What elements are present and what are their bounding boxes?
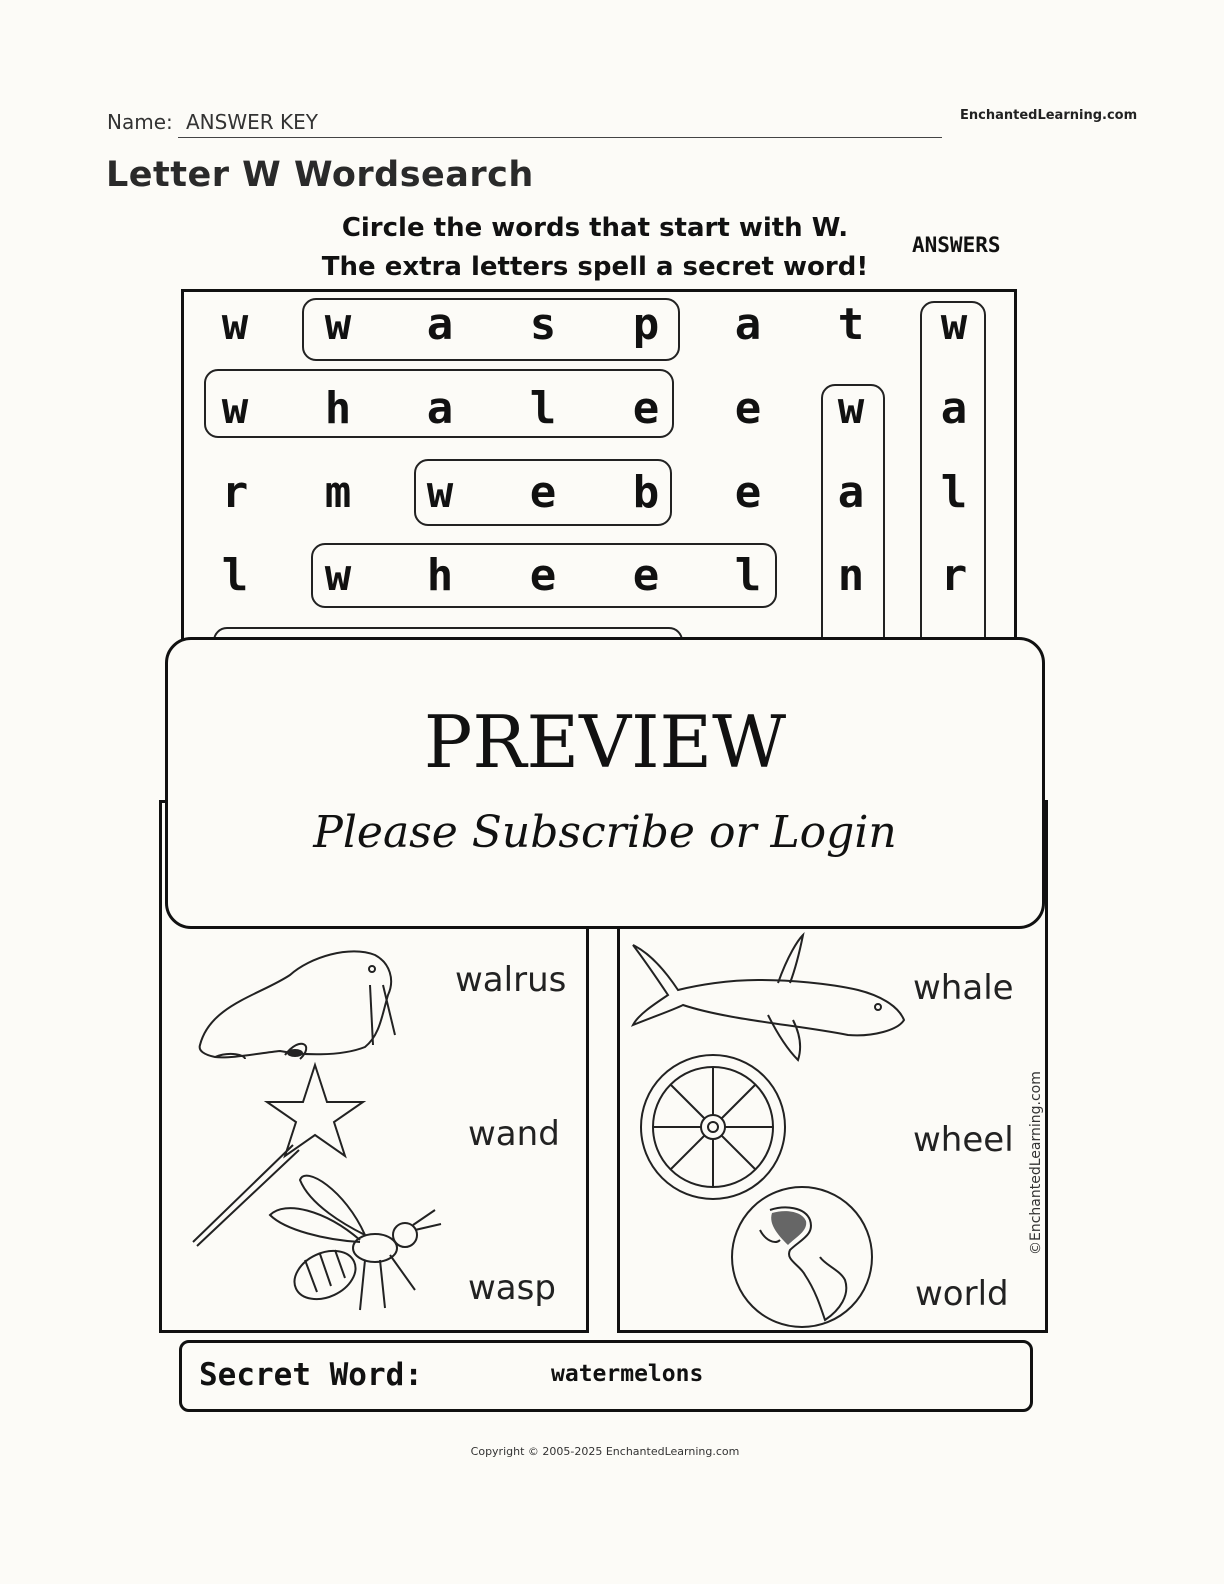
grid-cell: a xyxy=(426,383,454,434)
grid-cell: s xyxy=(529,299,557,350)
word-walrus: walrus xyxy=(455,960,567,1000)
grid-cell: p xyxy=(632,299,660,350)
grid-cell: b xyxy=(632,467,660,518)
grid-cell: r xyxy=(940,550,968,601)
grid-cell: h xyxy=(324,383,352,434)
grid-cell: r xyxy=(221,467,249,518)
grid-cell: n xyxy=(837,550,865,601)
whale-picture xyxy=(628,925,908,1065)
wasp-picture xyxy=(265,1160,445,1330)
grid-cell: w xyxy=(324,299,352,350)
instruction-line-1: Circle the words that start with W. xyxy=(341,213,849,243)
grid-cell: t xyxy=(837,299,865,350)
grid-cell: e xyxy=(632,383,660,434)
grid-cell: w xyxy=(940,299,968,350)
grid-cell: e xyxy=(529,467,557,518)
grid-cell: w xyxy=(324,550,352,601)
answers-label: ANSWERS xyxy=(912,233,1001,257)
grid-cell: a xyxy=(940,383,968,434)
secret-word-value: watermelons xyxy=(551,1361,704,1387)
word-wasp: wasp xyxy=(468,1268,556,1308)
name-value: ANSWER KEY xyxy=(186,110,318,134)
walrus-picture xyxy=(190,935,410,1065)
grid-cell: h xyxy=(426,550,454,601)
subscribe-login-link[interactable]: Please Subscribe or Login xyxy=(313,807,897,858)
page-title: Letter W Wordsearch xyxy=(106,155,534,195)
copyright-footer: Copyright © 2005-2025 EnchantedLearning.com xyxy=(470,1445,740,1458)
site-brand[interactable]: EnchantedLearning.com xyxy=(960,108,1138,123)
word-world: world xyxy=(915,1274,1009,1314)
name-underline xyxy=(178,137,942,138)
grid-cell: a xyxy=(426,299,454,350)
grid-cell: e xyxy=(734,383,762,434)
word-whale: whale xyxy=(913,968,1014,1008)
grid-cell: e xyxy=(529,550,557,601)
grid-cell: l xyxy=(734,550,762,601)
grid-cell: e xyxy=(632,550,660,601)
grid-cell: w xyxy=(426,467,454,518)
grid-cell: a xyxy=(734,299,762,350)
grid-cell: w xyxy=(221,299,249,350)
grid-cell: l xyxy=(940,467,968,518)
preview-title: PREVIEW xyxy=(423,700,787,784)
wheel-picture xyxy=(638,1052,788,1202)
grid-cell: l xyxy=(529,383,557,434)
name-label: Name: xyxy=(107,110,173,134)
world-picture xyxy=(730,1185,875,1330)
word-wheel: wheel xyxy=(913,1120,1014,1160)
vertical-credit: ©EnchantedLearning.com xyxy=(1028,1071,1044,1255)
grid-cell: w xyxy=(837,383,865,434)
grid-cell: a xyxy=(837,467,865,518)
grid-cell: e xyxy=(734,467,762,518)
grid-cell: m xyxy=(324,467,352,518)
instruction-line-2: The extra letters spell a secret word! xyxy=(321,252,869,282)
grid-cell: w xyxy=(221,383,249,434)
grid-cell: l xyxy=(221,550,249,601)
secret-word-label: Secret Word: xyxy=(199,1357,423,1393)
word-wand: wand xyxy=(468,1114,560,1154)
